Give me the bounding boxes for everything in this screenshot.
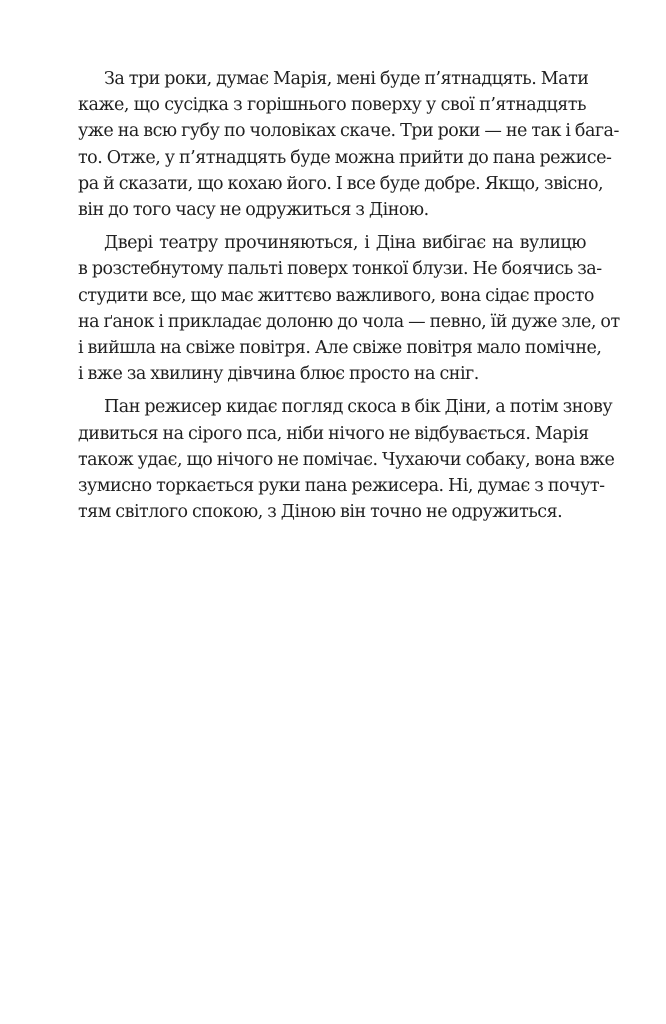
text-line: За три роки, думає Марія, мені буде п’ятнадцять. Мати [104,69,589,89]
text-line: студити все, що має життєво важливого, вона сідає просто [78,285,594,306]
text-line: то. Отже, у п’ятнадцять буде можна прийти до пана режисе- [78,147,612,168]
text-line: ра й сказати, що кохаю його. І все буде добре. Якщо, звісно, [78,173,604,194]
text-line: Пан режисер кидає погляд скоса в бік Діни, а потім знову [104,397,613,418]
text-line: в розстебнутому пальті поверх тонкої блузи. Не боячись за- [78,259,602,280]
text-line: і вже за хвилину дівчина блює просто на сніг. [78,364,479,385]
text-line: зумисно торкається руки пана режисера. Ні, думає з почут- [78,476,605,497]
paragraph-3 [78,394,615,525]
text-line: уже на всю губу по чоловіках скаче. Три роки — не так і бага- [78,121,619,142]
text-line: дивиться на сірого пса, ніби нічого не відбувається. Марія [78,423,589,444]
book-page [78,66,620,532]
text-line: Двері театру прочиняються, і Діна вибігає на вулицю [104,233,586,254]
text-line: і вийшла на свіже повітря. Але свіже повітря мало помічне, [78,338,602,359]
paragraph-1 [78,66,619,223]
paragraph-2 [78,230,620,387]
text-line: також удає, що нічого не помічає. Чухаючи собаку, вона вже [78,449,615,470]
text-line: тям світлого спокою, з Діною він точно не одружиться. [78,502,563,523]
text-line: на ґанок і прикладає долоню до чола — певно, їй дуже зле, от [78,311,620,332]
text-line: він до того часу не одружиться з Діною. [78,200,429,221]
text-line: каже, що сусідка з горішнього поверху у свої п’ятнадцять [78,95,586,116]
